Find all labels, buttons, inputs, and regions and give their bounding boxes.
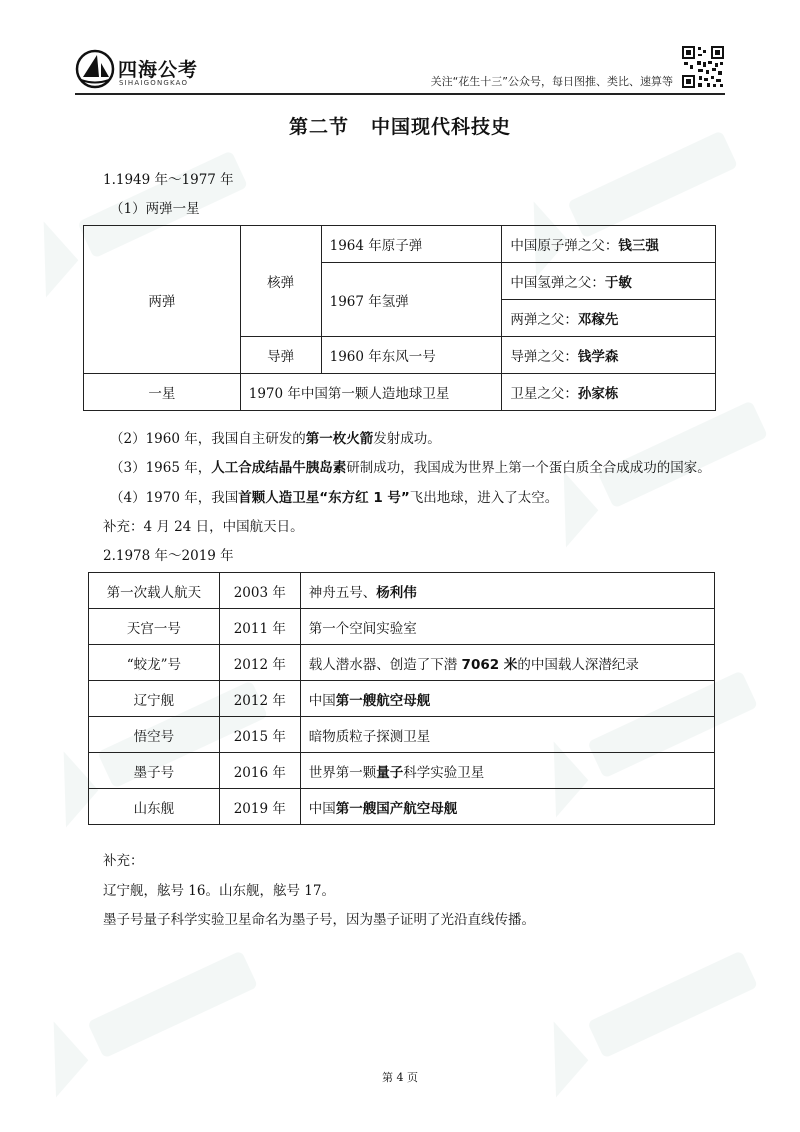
table-cell: 悟空号 <box>89 717 220 753</box>
table-cell: 2016 年 <box>219 753 300 789</box>
table-cell: 卫星之父：孙家栋 <box>502 374 716 411</box>
table-cell: 两弹 <box>84 226 241 374</box>
watermark-logo-icon <box>509 910 791 1120</box>
table-row <box>89 753 715 789</box>
table-cell: 载人潜水器、创造了下潜 7062 米的中国载人深潜纪录 <box>300 645 714 681</box>
table-cell: 第一个空间实验室 <box>300 609 714 645</box>
table-row <box>89 645 715 681</box>
table-cell: 1967 年氢弹 <box>321 263 502 337</box>
table-cell: 中国氢弹之父：于敏 <box>502 263 716 300</box>
table-row <box>89 681 715 717</box>
table-cell: 天宫一号 <box>89 609 220 645</box>
supplement-label: 补充： <box>103 853 144 869</box>
table-cell: “蛟龙”号 <box>89 645 220 681</box>
section-number: 第二节 <box>288 116 349 138</box>
table-cell: 2012 年 <box>219 681 300 717</box>
page-header <box>75 45 725 91</box>
brand-logo <box>75 49 225 89</box>
table-cell: 辽宁舰 <box>89 681 220 717</box>
table-cell: 2012 年 <box>219 645 300 681</box>
page-number: 第 4 页 <box>382 1071 418 1084</box>
table-cell: 一星 <box>84 374 241 411</box>
table-cell: 2011 年 <box>219 609 300 645</box>
achievements-table <box>88 572 715 825</box>
table-cell: 1960 年东风一号 <box>321 337 502 374</box>
table-cell: 中国原子弹之父：钱三强 <box>502 226 716 263</box>
table-cell: 1970 年中国第一颗人造地球卫星 <box>240 374 502 411</box>
table-cell: 2019 年 <box>219 789 300 825</box>
paragraph-rocket: （2）1960 年，我国自主研发的第一枚火箭发射成功。 <box>110 431 441 447</box>
header-divider <box>75 93 725 95</box>
note-space-day: 补充：4 月 24 日，中国航天日。 <box>103 519 304 535</box>
paragraph-satellite: （4）1970 年，我国首颗人造卫星“东方红 1 号”飞出地球，进入了太空。 <box>110 490 559 506</box>
table-cell: 导弹之父：钱学森 <box>502 337 716 374</box>
table-cell: 导弹 <box>240 337 321 374</box>
qr-code-icon[interactable] <box>681 45 725 89</box>
section2-heading: 2.1978 年～2019 年 <box>103 548 234 564</box>
table-cell: 中国第一艘航空母舰 <box>300 681 714 717</box>
table-row <box>89 609 715 645</box>
section1-subheading: （1）两弹一星 <box>110 201 200 217</box>
brand-subtitle: SIHAIGONGKAO <box>119 79 189 87</box>
table-cell: 两弹之父：邓稼先 <box>502 300 716 337</box>
page-title <box>0 112 800 139</box>
paragraph-insulin: （3）1965 年，人工合成结晶牛胰岛素研制成功，我国成为世界上第一个蛋白质全合成成功的国家。 <box>110 460 711 476</box>
table-cell: 第一次载人航天 <box>89 573 220 609</box>
table-cell: 世界第一颗量子科学实验卫星 <box>300 753 714 789</box>
table-cell: 墨子号 <box>89 753 220 789</box>
table-cell: 神舟五号、杨利伟 <box>300 573 714 609</box>
table-row <box>89 573 715 609</box>
section-name: 中国现代科技史 <box>371 116 512 138</box>
table-row <box>89 717 715 753</box>
supplement-hull-numbers: 辽宁舰，舷号 16。山东舰，舷号 17。 <box>103 883 335 899</box>
section1-heading: 1.1949 年～1977 年 <box>103 172 234 188</box>
two-bombs-one-satellite-table <box>83 225 716 411</box>
table-row <box>84 374 716 411</box>
header-note: 关注“花生十三”公众号，每日图推、类比、速算等 <box>430 75 673 88</box>
table-cell: 核弹 <box>240 226 321 337</box>
table-cell: 暗物质粒子探测卫星 <box>300 717 714 753</box>
table-row <box>89 789 715 825</box>
table-cell: 中国第一艘国产航空母舰 <box>300 789 714 825</box>
watermark-logo-icon <box>9 910 291 1120</box>
table-cell: 1964 年原子弹 <box>321 226 502 263</box>
sailboat-logo-icon <box>75 49 117 89</box>
table-cell: 山东舰 <box>89 789 220 825</box>
table-row <box>84 226 716 263</box>
table-cell: 2003 年 <box>219 573 300 609</box>
supplement-mozi: 墨子号量子科学实验卫星命名为墨子号，因为墨子证明了光沿直线传播。 <box>103 912 535 928</box>
table-cell: 2015 年 <box>219 717 300 753</box>
brand-name: 四海公考 <box>118 59 199 81</box>
